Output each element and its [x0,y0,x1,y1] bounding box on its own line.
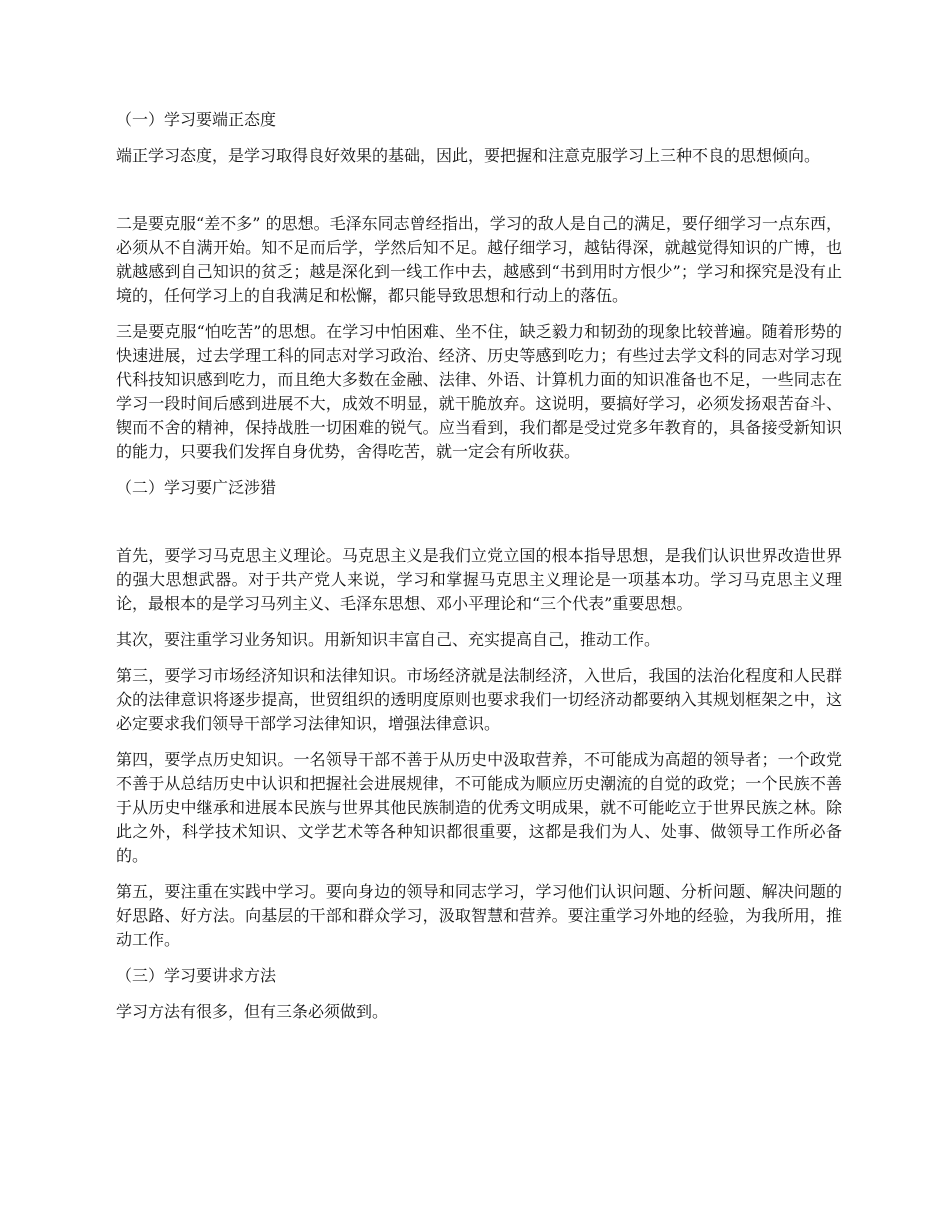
document-page [116,108,842,1036]
paragraph: 第四，要学点历史知识。一名领导干部不善于从历史中汲取营养，不可能成为高超的领导者；一个政党不善于从总结历史中认识和把握社会进展规律，不可能成为顺应历史潮流的自觉的政党；一个民族不善于从历史中继承和进展本民族与世界其他民族制造的优秀文明成果，就不可能屹立于世界民族之林。除此之外，科学技术知识、文学艺术等各种知识都很重要，这都是我们为人、处事、做领导工作所必备的。 [116,750,842,865]
paragraph: 三是要克服“怕吃苦”的思想。在学习中怕困难、坐不住，缺乏毅力和韧劲的现象比较普遍。随着形势的快速进展，过去学理工科的同志对学习政治、经济、历史等感到吃力；有些过去学文科的同志对学习现代科技知识感到吃力，而且绝大多数在金融、法律、外语、计算机力面的知识准备也不足，一些同志在学习一段时间后感到进展不大，成效不明显，就干脆放弃。这说明，要搞好学习，必须发扬艰苦奋斗、锲而不舍的精神，保持战胜一切困难的锐气。应当看到，我们都是受过党多年教育的，具备接受新知识的能力，只要我们发挥自身优势，舍得吃苦，就一定会有所收获。 [116,322,842,461]
paragraph: 第五，要注重在实践中学习。要向身边的领导和同志学习，学习他们认识问题、分析问题、解决问题的好思路、好方法。向基层的干部和群众学习，汲取智慧和营养。要注重学习外地的经验，为我所用，推动工作。 [116,882,842,949]
paragraph: 端正学习态度，是学习取得良好效果的基础，因此，要把握和注意克服学习上三种不良的思想倾向。 [116,146,821,165]
section-heading-1: （一）学习要端正态度 [116,110,277,129]
paragraph: 学习方法有很多，但有三条必须做到。 [116,1002,389,1021]
paragraph: 二是要克服“差不多” 的思想。毛泽东同志曾经指出，学习的敌人是自己的满足，要仔细学习一点东西，必须从不自满开始。知不足而后学，学然后知不足。越仔细学习，越钻得深，就越觉得知识的广博，也就越感到自己知识的贫乏；越是深化到一线工作中去，越感到“书到用时方恨少”；学习和探究是没有止境的，任何学习上的自我满足和松懈，都只能导致思想和行动上的落伍。 [116,214,842,305]
paragraph: 第三，要学习市场经济知识和法律知识。市场经济就是法制经济，入世后，我国的法治化程度和人民群众的法律意识将逐步提高，世贸组织的透明度原则也要求我们一切经济动都要纳入其规划框架之中，这必定要求我们领导干部学习法律知识，增强法律意识。 [116,666,842,733]
section-heading-3: （三）学习要讲求方法 [116,966,277,985]
section-heading-2: （二）学习要广泛涉猎 [116,478,277,497]
paragraph: 其次，要注重学习业务知识。用新知识丰富自己、充实提高自己，推动工作。 [116,630,661,649]
paragraph: 首先，要学习马克思主义理论。马克思主义是我们立党立国的根本指导思想，是我们认识世界改造世界的强大思想武器。对于共产党人来说，学习和掌握马克思主义理论是一项基本功。学习马克思主义理论，最根本的是学习马列主义、毛泽东思想、邓小平理论和“三个代表”重要思想。 [116,546,842,613]
